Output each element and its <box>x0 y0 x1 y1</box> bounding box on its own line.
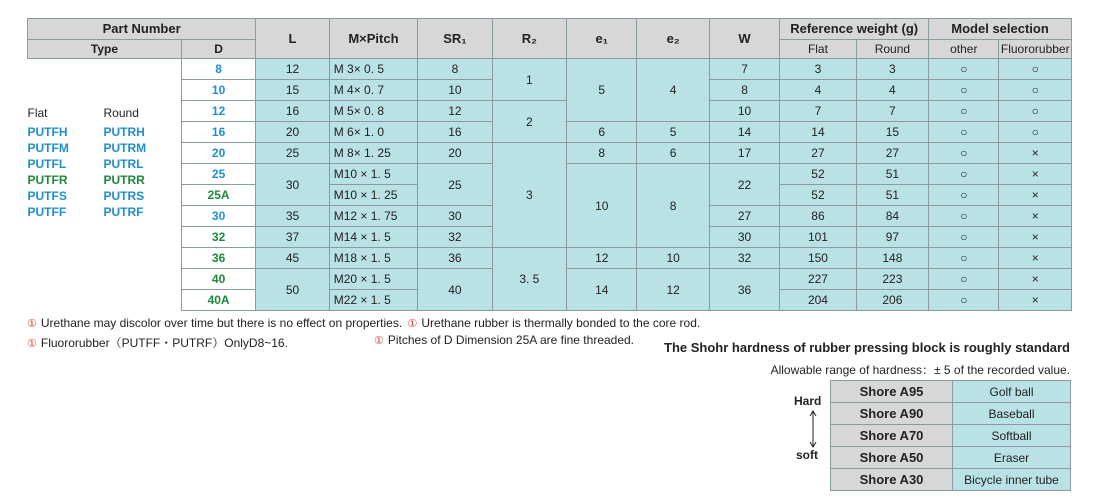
flat-code: PUTFH <box>27 125 68 139</box>
header-e2: e₂ <box>637 19 709 59</box>
cell-weight-round: 7 <box>856 101 928 122</box>
cell-other: ○ <box>929 206 999 227</box>
cell-sr1: 20 <box>418 143 492 164</box>
cell-sr1: 25 <box>418 164 492 206</box>
cell-l: 35 <box>256 206 329 227</box>
cell-pitch: M 4× 0. 7 <box>329 80 418 101</box>
cell-other: ○ <box>929 80 999 101</box>
cell-weight-round: 4 <box>856 80 928 101</box>
round-code: PUTRL <box>103 157 144 171</box>
cell-pitch: M20 × 1. 5 <box>329 269 418 290</box>
cell-pitch: M 5× 0. 8 <box>329 101 418 122</box>
cell-pitch: M22 × 1. 5 <box>329 290 418 311</box>
header-part-number: Part Number <box>28 19 256 40</box>
cell-e1: 8 <box>567 143 637 164</box>
cell-sr1: 12 <box>418 101 492 122</box>
cell-w: 30 <box>709 227 779 248</box>
shore-example: Baseball <box>953 403 1071 425</box>
cell-weight-flat: 204 <box>780 290 856 311</box>
cell-weight-flat: 86 <box>780 206 856 227</box>
cell-other: ○ <box>929 143 999 164</box>
header-d: D <box>181 40 255 59</box>
cell-w: 10 <box>709 101 779 122</box>
cell-weight-round: 84 <box>856 206 928 227</box>
header-flat: Flat <box>780 40 856 59</box>
note-line-1 <box>27 316 700 330</box>
hardness-table <box>830 380 1071 491</box>
cell-pitch: M 8× 1. 25 <box>329 143 418 164</box>
header-m-pitch: M×Pitch <box>329 19 418 59</box>
cell-d: 36 <box>181 248 255 269</box>
header-r2: R₂ <box>492 19 566 59</box>
cell-other: ○ <box>929 59 999 80</box>
hardness-row <box>831 425 1071 447</box>
cell-l: 25 <box>256 143 329 164</box>
cell-pitch: M12 × 1. 75 <box>329 206 418 227</box>
shore-example: Bicycle inner tube <box>953 469 1071 491</box>
cell-weight-flat: 150 <box>780 248 856 269</box>
cell-sr1: 16 <box>418 122 492 143</box>
cell-fluoro: × <box>999 206 1072 227</box>
type-block <box>28 59 182 311</box>
cell-fluoro: ○ <box>999 101 1072 122</box>
cell-fluoro: × <box>999 290 1072 311</box>
cell-weight-round: 27 <box>856 143 928 164</box>
cell-d: 10 <box>181 80 255 101</box>
cell-e1: 5 <box>567 59 637 122</box>
cell-d: 20 <box>181 143 255 164</box>
cell-other: ○ <box>929 227 999 248</box>
cell-d: 40 <box>181 269 255 290</box>
hardness-row <box>831 447 1071 469</box>
cell-weight-flat: 3 <box>780 59 856 80</box>
cell-d: 30 <box>181 206 255 227</box>
header-round: Round <box>856 40 928 59</box>
round-code: PUTRR <box>103 173 145 187</box>
hard-label: Hard <box>794 394 822 408</box>
cell-w: 17 <box>709 143 779 164</box>
cell-r2: 2 <box>492 101 566 143</box>
cell-weight-round: 97 <box>856 227 928 248</box>
cell-fluoro: ○ <box>999 80 1072 101</box>
cell-other: ○ <box>929 290 999 311</box>
header-fluororubber: Fluororubber <box>999 40 1072 59</box>
cell-e2: 10 <box>637 248 709 269</box>
cell-weight-flat: 4 <box>780 80 856 101</box>
cell-e2: 12 <box>637 269 709 311</box>
cell-sr1: 10 <box>418 80 492 101</box>
cell-r2: 3 <box>492 143 566 248</box>
cell-sr1: 30 <box>418 206 492 227</box>
note-text: Urethane may discolor over time but there is no effect on properties. <box>40 316 403 330</box>
shore-value: Shore A70 <box>831 425 953 447</box>
round-code: PUTRF <box>103 205 144 219</box>
cell-weight-flat: 227 <box>780 269 856 290</box>
cell-r2: 1 <box>492 59 566 101</box>
hardness-range: Allowable range of hardness：± 5 of the recorded value. <box>770 363 1070 377</box>
cell-pitch: M18 × 1. 5 <box>329 248 418 269</box>
cell-weight-flat: 52 <box>780 185 856 206</box>
cell-d: 8 <box>181 59 255 80</box>
cell-weight-flat: 7 <box>780 101 856 122</box>
header-w: W <box>709 19 779 59</box>
cell-weight-round: 3 <box>856 59 928 80</box>
cell-other: ○ <box>929 185 999 206</box>
cell-fluoro: ○ <box>999 122 1072 143</box>
cell-d: 32 <box>181 227 255 248</box>
cell-l: 20 <box>256 122 329 143</box>
cell-d: 25 <box>181 164 255 185</box>
shore-example: Eraser <box>953 447 1071 469</box>
cell-l: 12 <box>256 59 329 80</box>
flat-code: PUTFM <box>27 141 69 155</box>
cell-e1: 14 <box>567 269 637 311</box>
cell-other: ○ <box>929 248 999 269</box>
note-text: Fluororubber（PUTFF・PUTRF）OnlyD8~16. <box>40 336 288 350</box>
hard-soft-arrow-icon <box>808 410 818 448</box>
note-mark-icon: ① <box>374 335 384 347</box>
cell-weight-flat: 14 <box>780 122 856 143</box>
shore-value: Shore A95 <box>831 381 953 403</box>
cell-fluoro: × <box>999 185 1072 206</box>
cell-sr1: 36 <box>418 248 492 269</box>
cell-fluoro: × <box>999 227 1072 248</box>
cell-d: 16 <box>181 122 255 143</box>
shore-value: Shore A90 <box>831 403 953 425</box>
cell-e1: 12 <box>567 248 637 269</box>
cell-d: 25A <box>181 185 255 206</box>
cell-w: 22 <box>709 164 779 206</box>
cell-e1: 10 <box>567 164 637 248</box>
header-other: other <box>929 40 999 59</box>
cell-pitch: M10 × 1. 5 <box>329 164 418 185</box>
hardness-row <box>831 381 1071 403</box>
cell-pitch: M10 × 1. 25 <box>329 185 418 206</box>
flat-code: PUTFR <box>27 173 68 187</box>
cell-fluoro: × <box>999 164 1072 185</box>
round-code-list <box>104 124 147 220</box>
cell-sr1: 32 <box>418 227 492 248</box>
cell-fluoro: × <box>999 143 1072 164</box>
cell-l: 45 <box>256 248 329 269</box>
round-code: PUTRS <box>103 189 145 203</box>
note-line-3 <box>374 333 634 347</box>
shore-value: Shore A30 <box>831 469 953 491</box>
cell-w: 7 <box>709 59 779 80</box>
cell-pitch: M 6× 1. 0 <box>329 122 418 143</box>
cell-w: 8 <box>709 80 779 101</box>
type-flat-label: Flat <box>27 106 48 120</box>
cell-d: 12 <box>181 101 255 122</box>
cell-fluoro: × <box>999 248 1072 269</box>
header-ref-weight: Reference weight (g) <box>780 19 929 40</box>
cell-l: 50 <box>256 269 329 311</box>
cell-fluoro: × <box>999 269 1072 290</box>
spec-table <box>27 18 1072 311</box>
shore-value: Shore A50 <box>831 447 953 469</box>
hardness-row <box>831 469 1071 491</box>
cell-weight-flat: 101 <box>780 227 856 248</box>
flat-code: PUTFL <box>27 157 67 171</box>
cell-other: ○ <box>929 122 999 143</box>
round-code: PUTRM <box>103 141 147 155</box>
note-text: Urethane rubber is thermally bonded to the core rod. <box>421 316 701 330</box>
cell-pitch: M 3× 0. 5 <box>329 59 418 80</box>
cell-other: ○ <box>929 101 999 122</box>
hardness-title: The Shohr hardness of rubber pressing block is roughly standard <box>664 340 1070 355</box>
cell-e2: 6 <box>637 143 709 164</box>
shore-example: Golf ball <box>953 381 1071 403</box>
note-mark-icon: ① <box>27 338 37 350</box>
cell-e2: 4 <box>637 59 709 122</box>
cell-weight-round: 206 <box>856 290 928 311</box>
cell-sr1: 40 <box>418 269 492 311</box>
cell-r2: 3. 5 <box>492 248 566 311</box>
cell-l: 16 <box>256 101 329 122</box>
header-sr1: SR₁ <box>418 19 492 59</box>
cell-weight-flat: 52 <box>780 164 856 185</box>
cell-weight-round: 51 <box>856 185 928 206</box>
cell-e1: 6 <box>567 122 637 143</box>
type-round-label: Round <box>103 106 139 120</box>
soft-label: soft <box>796 448 818 462</box>
cell-l: 30 <box>256 164 329 206</box>
cell-w: 32 <box>709 248 779 269</box>
note-line-2 <box>27 334 288 351</box>
cell-sr1: 8 <box>418 59 492 80</box>
cell-weight-round: 15 <box>856 122 928 143</box>
header-e1: e₁ <box>567 19 637 59</box>
hardness-row <box>831 403 1071 425</box>
flat-code: PUTFS <box>27 189 67 203</box>
cell-fluoro: ○ <box>999 59 1072 80</box>
header-model-selection: Model selection <box>929 19 1072 40</box>
cell-l: 37 <box>256 227 329 248</box>
header-l: L <box>256 19 329 59</box>
note-text: Pitches of D Dimension 25A are fine threaded. <box>387 333 635 347</box>
cell-weight-flat: 27 <box>780 143 856 164</box>
cell-weight-round: 51 <box>856 164 928 185</box>
flat-code-list <box>28 124 69 220</box>
header-type: Type <box>28 40 182 59</box>
cell-d: 40A <box>181 290 255 311</box>
cell-e2: 5 <box>637 122 709 143</box>
note-mark-icon: ① <box>27 318 37 330</box>
cell-weight-round: 223 <box>856 269 928 290</box>
cell-weight-round: 148 <box>856 248 928 269</box>
cell-w: 14 <box>709 122 779 143</box>
round-code: PUTRH <box>103 125 145 139</box>
cell-w: 36 <box>709 269 779 311</box>
cell-pitch: M14 × 1. 5 <box>329 227 418 248</box>
cell-w: 27 <box>709 206 779 227</box>
cell-other: ○ <box>929 164 999 185</box>
note-mark-icon: ① <box>407 318 418 330</box>
cell-other: ○ <box>929 269 999 290</box>
flat-code: PUTFF <box>27 205 67 219</box>
cell-l: 15 <box>256 80 329 101</box>
cell-e2: 8 <box>637 164 709 248</box>
shore-example: Softball <box>953 425 1071 447</box>
